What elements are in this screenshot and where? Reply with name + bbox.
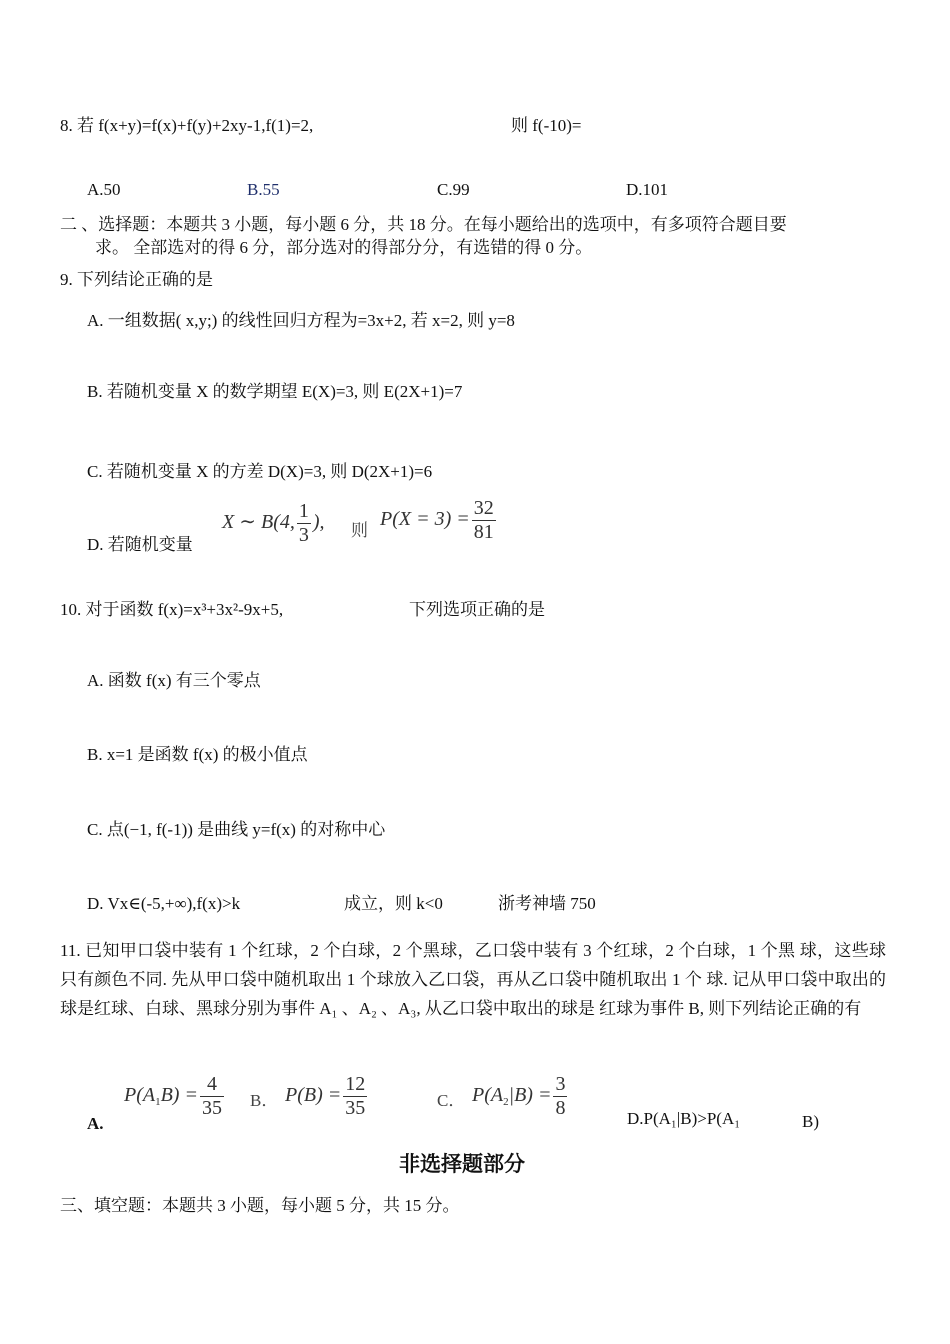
q9-option-c: C. 若随机变量 X 的方差 D(X)=3, 则 D(2X+1)=6 xyxy=(87,462,433,481)
q8-stem-tail: 则 f(-10)= xyxy=(511,116,582,135)
q9-d-fraction-one-third xyxy=(297,500,311,547)
q8-option-b: B.55 xyxy=(247,180,280,199)
q9-d-binomial-tail: ), xyxy=(312,511,325,534)
q9-d-binomial-text: X ∼ B(4, xyxy=(222,511,295,534)
q11-option-d: D.P(A₁|B)>P(A₁ xyxy=(627,1109,741,1128)
q11-c-den: 8 xyxy=(555,1097,566,1119)
q11-a-text: P(A xyxy=(124,1084,156,1107)
q11-b-fraction xyxy=(343,1073,367,1120)
q11-b-text: P(B) = xyxy=(285,1084,342,1107)
q10-stem-tail: 下列选项正确的是 xyxy=(409,600,545,619)
q8-option-c: C.99 xyxy=(437,180,470,199)
q11-c-fraction xyxy=(553,1073,567,1120)
q11-c-num: 3 xyxy=(555,1073,566,1095)
q10-option-a: A. 函数 f(x) 有三个零点 xyxy=(87,671,261,690)
q9-d-prob-text: P(X = 3) = xyxy=(380,508,470,531)
q11-c-text: P(A xyxy=(472,1084,504,1107)
q9-option-b: B. 若随机变量 X 的数学期望 E(X)=3, 则 E(2X+1)=7 xyxy=(87,382,463,401)
q11-option-a-formula xyxy=(124,1073,226,1120)
q11-option-c-label: C． xyxy=(437,1091,466,1110)
q10-option-d-tail: 成立，则 k<0 xyxy=(344,894,443,913)
q8-option-a: A.50 xyxy=(87,180,121,199)
q11-option-a-label: A. xyxy=(87,1114,104,1133)
q9-option-d-probability xyxy=(380,497,498,544)
q10-stem: 10. 对于函数 f(x)=x³+3x²-9x+5, xyxy=(60,600,284,619)
q11-a-tail: B) = xyxy=(160,1084,198,1107)
q11-option-b-formula xyxy=(285,1073,369,1120)
q10-option-b: B. x=1 是函数 f(x) 的极小值点 xyxy=(87,745,308,764)
q9-d-frac1-num: 1 xyxy=(298,500,309,522)
section2-line1: 二 、选择题：本题共 3 小题，每小题 6 分，共 18 分。在每小题给出的选项中，有多项符合题目要 xyxy=(60,215,787,234)
q11-b-den: 35 xyxy=(345,1097,366,1119)
q9-d-frac2-den: 81 xyxy=(473,521,494,543)
q9-option-d-then: 则 xyxy=(351,521,368,540)
q11-option-d-tail: B) xyxy=(802,1112,819,1131)
q10-option-c: C. 点(−1, f(-1)) 是曲线 y=f(x) 的对称中心 xyxy=(87,820,386,839)
q9-option-d-binomial xyxy=(222,500,325,547)
section2-line2: 求。 全部选对的得 6 分，部分选对的得部分分，有选错的得 0 分。 xyxy=(95,238,593,257)
q11-a-num: 4 xyxy=(200,1073,224,1097)
q11-c-sub: 2 xyxy=(503,1096,509,1109)
q11-option-b-label: B． xyxy=(250,1091,279,1110)
q11-c-tail: |B) = xyxy=(508,1084,552,1107)
q9-option-a: A. 一组数据( x,y;) 的线性回归方程为=3x+2, 若 x=2, 则 y=8 xyxy=(87,311,515,330)
q9-d-frac2-num: 32 xyxy=(473,497,494,519)
q11-a-den: 35 xyxy=(201,1097,222,1119)
q8-option-d: D.101 xyxy=(626,180,669,199)
q11-text: 11. 已知甲口袋中装有 1 个红球，2 个白球，2 个黑球，乙口袋中装有 3 个红球，2 个白球，1 个黑 球，这些球只有颜色不同. 先从甲口袋中随机取出 1 个球放入乙口袋，再从乙口袋中随机取出 1 个 球. 记从甲口袋中取出的球是红球、白球、黑球分别为事件 A₁ 、A₂ 、A₃, 从乙口袋中取出的球是 红球为事件 B, 则下列结论正确的有 xyxy=(60,941,886,1019)
section3-header: 三、填空题：本题共 3 小题，每小题 5 分，共 15 分。 xyxy=(60,1196,460,1215)
q9-d-fraction-32-81 xyxy=(472,497,496,544)
q11-option-c-formula xyxy=(472,1073,569,1120)
q9-stem: 9. 下列结论正确的是 xyxy=(60,270,213,289)
q8-stem: 8. 若 f(x+y)=f(x)+f(y)+2xy-1,f(1)=2, xyxy=(60,116,314,135)
q9-option-d-label: D. 若随机变量 xyxy=(87,535,193,554)
q9-d-frac1-den: 3 xyxy=(298,524,309,546)
q11-a-sub: 1 xyxy=(155,1096,161,1109)
q10-watermark-note: 浙考神墙 750 xyxy=(498,894,596,913)
q10-option-d: D. Vx∈(-5,+∞),f(x)>k xyxy=(87,894,241,913)
section-title: 非选择题部分 xyxy=(399,1152,525,1176)
q11-a-fraction xyxy=(200,1073,224,1120)
q11-b-num: 12 xyxy=(345,1073,366,1095)
